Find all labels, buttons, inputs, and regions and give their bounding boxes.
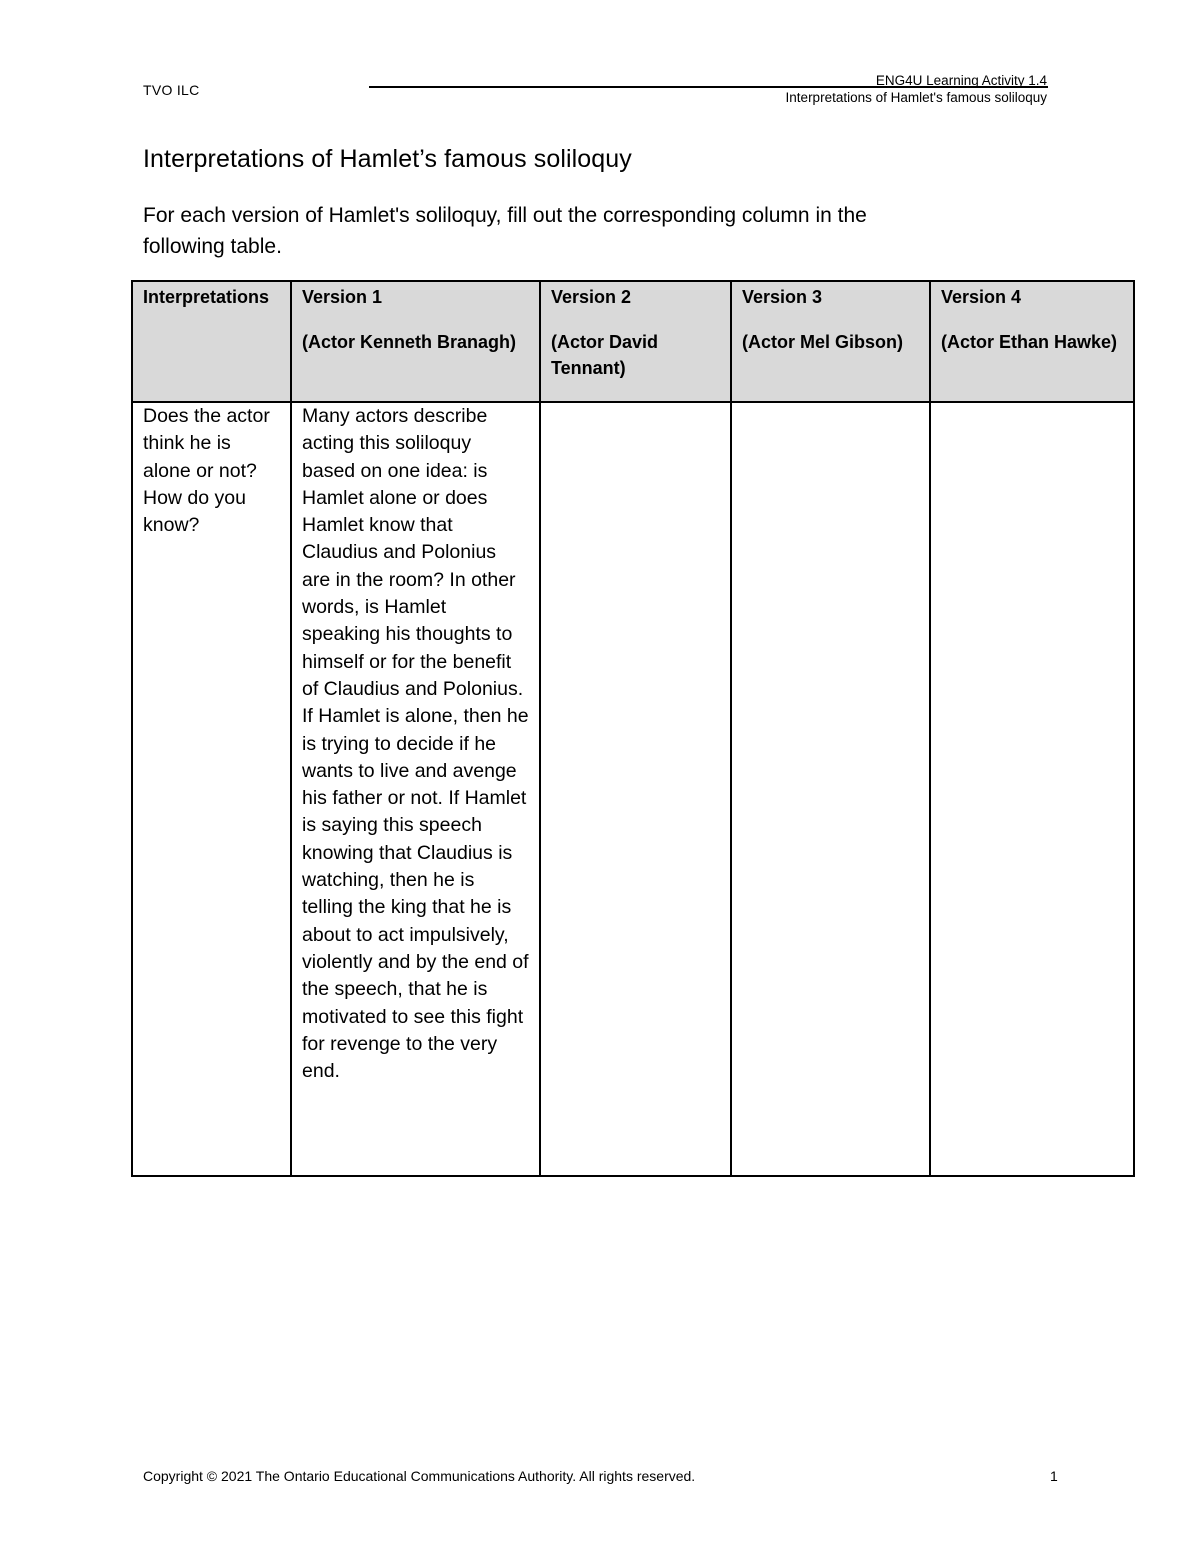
header-label: Version 4	[941, 287, 1022, 307]
page-title: Interpretations of Hamlet’s famous soliloquy	[143, 145, 632, 173]
header-course-label: ENG4U Learning Activity 1.4	[875, 73, 1047, 88]
header-actor: (Actor Ethan Hawke)	[941, 332, 1118, 352]
header-cell-version-1	[291, 281, 540, 402]
footer-copyright: Copyright © 2021 The Ontario Educational Communications Authority. All rights reserved.	[143, 1468, 696, 1484]
header-label: Interpretations	[143, 287, 270, 307]
header-label: Version 2	[551, 287, 632, 307]
header-label: Version 3	[742, 287, 823, 307]
table-row	[132, 402, 1134, 1176]
header-cell-version-4	[930, 281, 1134, 402]
header-right-block	[786, 72, 1047, 106]
header-actor: (Actor David Tennant)	[551, 332, 659, 378]
answer-cell-version-4[interactable]	[930, 402, 1134, 1176]
instructions-text: For each version of Hamlet's soliloquy, fill out the corresponding column in the following table.	[143, 204, 867, 258]
footer-page-number: 1	[1050, 1468, 1058, 1484]
header-subtitle: Interpretations of Hamlet's famous soliloquy	[785, 90, 1047, 105]
answer-cell-version-3[interactable]	[731, 402, 930, 1176]
header-actor: (Actor Mel Gibson)	[742, 332, 903, 352]
header-organization: TVO ILC	[143, 82, 200, 98]
header-cell-interpretations	[132, 281, 291, 402]
interpretations-table	[131, 280, 1135, 1177]
question-cell: Does the actor think he is alone or not? How do you know?	[132, 402, 291, 1176]
header-actor: (Actor Kenneth Branagh)	[302, 332, 517, 352]
answer-cell-version-2[interactable]	[540, 402, 731, 1176]
header-cell-version-2	[540, 281, 731, 402]
header-cell-version-3	[731, 281, 930, 402]
table-header-row	[132, 281, 1134, 402]
answer-cell-version-1[interactable]: Many actors describe acting this soliloquy based on one idea: is Hamlet alone or does Hamlet know that Claudius and Polonius are in the room? In other words, is Hamlet speaking his thoughts to himself or for the benefit of Claudius and Polonius. If Hamlet is alone, then he is trying to decide if he wants to live and avenge his father or not. If Hamlet is saying this speech knowing that Claudius is watching, then he is telling the king that he is about to act impulsively, violently and by the end of the speech, that he is motivated to see this fight for revenge to the very end.	[291, 402, 540, 1176]
header-label: Version 1	[302, 287, 383, 307]
